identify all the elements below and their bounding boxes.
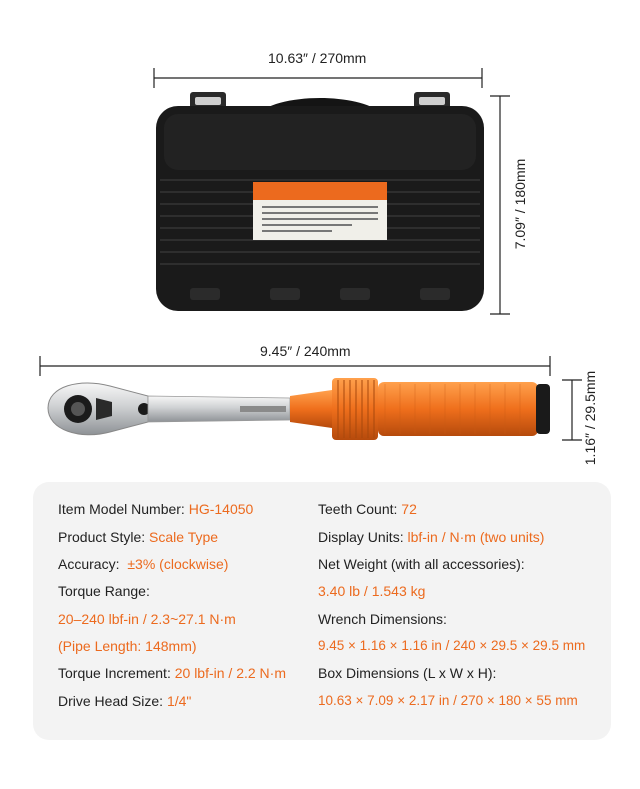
spec-style-value: Scale Type [149,529,219,545]
spec-accuracy-value: ±3% (clockwise) [127,556,229,572]
spec-accuracy [58,556,228,572]
wrench-length-label: 9.45″ / 240mm [260,343,351,359]
case-height-label: 7.09″ / 180mm [512,158,528,250]
spec-teeth-label: Teeth Count: [318,501,398,517]
spec-torque-range-label: Torque Range: [58,583,150,599]
spec-style [58,529,218,545]
spec-units-label: Display Units: [318,529,404,545]
spec-style-label: Product Style: [58,529,146,545]
spec-teeth [318,501,417,517]
case-width-dimension-line [150,66,486,90]
spec-torque-range-value: 20–240 lbf-in / 2.3~27.1 N·m [58,611,236,627]
spec-drive [58,693,191,709]
case-width-label: 10.63″ / 270mm [268,50,367,66]
spec-pipe-length-value: (Pipe Length: 148mm) [58,638,197,654]
spec-teeth-value: 72 [401,501,417,517]
spec-wrench-dim-value: 9.45 × 1.16 × 1.16 in / 240 × 29.5 × 29.5 mm [318,638,586,653]
spec-units-value: lbf-in / N·m (two units) [407,529,545,545]
spec-weight-label: Net Weight (with all accessories): [318,556,525,572]
spec-wrench-dim-label: Wrench Dimensions: [318,611,447,627]
tool-case-image [150,88,490,318]
case-height-dimension-line [488,92,512,318]
spec-model-label: Item Model Number: [58,501,185,517]
spec-units [318,529,544,545]
spec-drive-label: Drive Head Size: [58,693,164,709]
spec-model-value: HG-14050 [188,501,254,517]
spec-panel [33,482,611,740]
spec-box-dim-label: Box Dimensions (L x W x H): [318,665,497,681]
wrench-diameter-dimension-line [560,376,584,444]
spec-model [58,501,253,517]
spec-weight-value: 3.40 lb / 1.543 kg [318,583,426,599]
torque-wrench-image [40,372,556,452]
spec-drive-value: 1/4" [166,693,192,709]
spec-box-dim-value: 10.63 × 7.09 × 2.17 in / 270 × 180 × 55 mm [318,693,578,708]
wrench-diameter-label: 1.16″ / 29.5mm [582,370,598,466]
spec-increment [58,665,286,681]
spec-increment-value: 20 lbf-in / 2.2 N·m [174,665,286,681]
spec-accuracy-label: Accuracy: [58,556,120,572]
spec-increment-label: Torque Increment: [58,665,171,681]
